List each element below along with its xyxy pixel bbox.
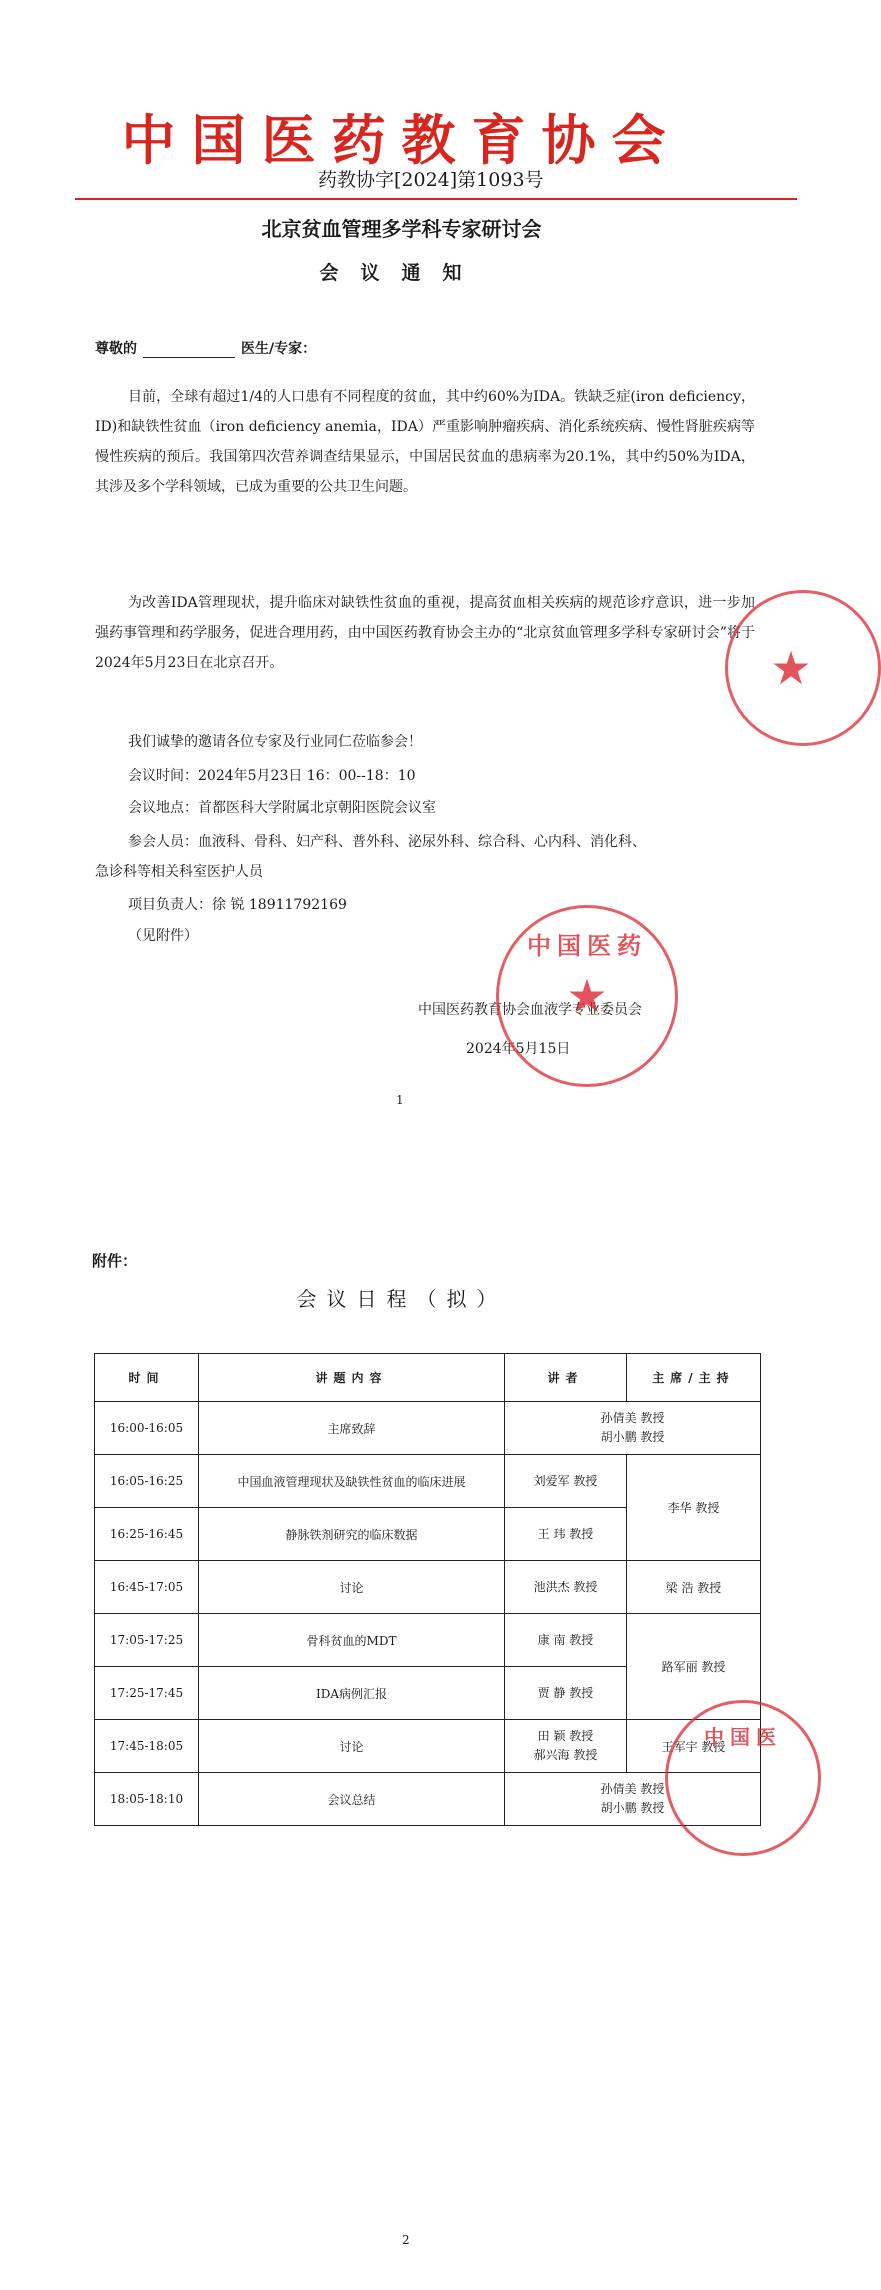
speaker-cell [505,1667,627,1720]
chair-cell: 路军丽 教授 [627,1614,761,1720]
table-row [95,1614,761,1667]
topic-cell: 讨论 [199,1720,505,1773]
chair-cell: 梁 浩 教授 [627,1561,761,1614]
topic-cell: 主席致辞 [199,1402,505,1455]
topic-cell: 讨论 [199,1561,505,1614]
speaker-name: 康 南 教授 [537,1632,594,1647]
seal-star-icon: ★ [566,969,608,1023]
org-title: 中国医药教育协会 [121,108,682,172]
table-row [95,1455,761,1508]
paragraph-purpose: 为改善IDA管理现状，提升临床对缺铁性贫血的重视，提高贫血相关疾病的规范诊疗意识，进一步加强药事管理和药学服务，促进合理用药，由中国医药教育协会主办的“北京贫血管理多学科专家研讨会”将于2024年5月23日在北京召开。 [95,595,755,671]
speaker-name: 胡小鹏 教授 [600,1430,665,1444]
topic-cell: IDA病例汇报 [199,1667,505,1720]
column-header: 时间 [95,1354,199,1402]
time-cell: 17:05-17:25 [95,1614,199,1667]
topic-cell: 中国血液管理现状及缺铁性贫血的临床进展 [199,1455,505,1508]
schedule-table [94,1353,761,1826]
time-cell: 17:25-17:45 [95,1667,199,1720]
table-row [95,1773,761,1826]
attendees-line-1: 参会人员：血液科、骨科、妇产科、普外科、泌尿外科、综合科、心内科、消化科、 [128,834,646,850]
invitation-line: 我们诚挚的邀请各位专家及行业同仁莅临参会！ [128,734,422,750]
speaker-name: 池洪杰 教授 [533,1579,598,1594]
table-row [95,1561,761,1614]
schedule-title: 会议日程（拟） [296,1287,507,1311]
speaker-name: 贾 静 教授 [537,1685,594,1700]
edge-seal-page2 [665,1700,821,1856]
table-row [95,1720,761,1773]
document-number: 药教协字[2024]第1093号 [318,169,544,191]
signature-org: 中国医药教育协会血液学专业委员会 [418,1002,642,1018]
speaker-name: 孙倩美 教授 [600,1782,665,1796]
see-attachment: （见附件） [128,928,198,944]
speaker-cell [505,1561,627,1614]
column-header: 讲题内容 [199,1354,505,1402]
table-row [95,1402,761,1455]
meeting-time: 会议时间：2024年5月23日 16：00--18：10 [128,768,416,784]
speaker-name: 刘爱军 教授 [533,1473,598,1488]
topic-cell: 静脉铁剂研究的临床数据 [199,1508,505,1561]
speaker-cell [505,1614,627,1667]
time-cell: 16:45-17:05 [95,1561,199,1614]
edge-seal [725,590,881,746]
speaker-name: 王 玮 教授 [537,1526,594,1541]
salutation [95,338,316,358]
time-cell: 18:05-18:10 [95,1773,199,1826]
speaker-name: 郝兴海 教授 [533,1748,598,1762]
salutation-prefix: 尊敬的 [95,341,137,357]
column-header: 主席/主持 [627,1354,761,1402]
page-number: 1 [396,1093,404,1107]
speaker-name: 孙倩美 教授 [600,1411,665,1425]
attendees-line-2: 急诊科等相关科室医护人员 [95,864,263,880]
header-divider [75,198,797,200]
signature-date: 2024年5月15日 [466,1041,571,1057]
speaker-name: 胡小鹏 教授 [600,1801,665,1815]
topic-cell: 会议总结 [199,1773,505,1826]
speaker-cell [505,1720,627,1773]
seal-star-icon: ★ [770,641,812,695]
time-cell: 16:00-16:05 [95,1402,199,1455]
table-header-row [95,1354,761,1402]
time-cell: 16:05-16:25 [95,1455,199,1508]
attachment-label: 附件： [92,1252,138,1270]
name-blank [143,345,235,358]
seal-text: 中国医 [704,1725,782,1749]
chair-cell: 李华 教授 [627,1455,761,1561]
speaker-cell [505,1402,761,1455]
time-cell: 16:25-16:45 [95,1508,199,1561]
meeting-title: 北京贫血管理多学科专家研讨会 [261,217,542,241]
page-number-2: 2 [402,2233,410,2247]
speaker-cell [505,1508,627,1561]
time-cell: 17:45-18:05 [95,1720,199,1773]
speaker-cell [505,1455,627,1508]
chair-cell: 王军宇 教授 [627,1720,761,1773]
paragraph-background: 目前，全球有超过1/4的人口患有不同程度的贫血，其中约60%为IDA。铁缺乏症(iron deficiency，ID)和缺铁性贫血（iron deficiency anemia，IDA）严重影响肿瘤疾病、消化系统疾病、慢性肾脏疾病等慢性疾病的预后。我国第四次营养调查结果显示，中国居民贫血的患病率为20.1%，其中约50%为IDA，其涉及多个学科领域，已成为重要的公共卫生问题。 [95,389,755,495]
salutation-suffix: 医生/专家： [241,341,317,357]
topic-cell: 骨科贫血的MDT [199,1614,505,1667]
column-header: 讲者 [505,1354,627,1402]
seal-text: 中国医药 [527,931,647,960]
contact-line: 项目负责人：徐 锐 18911792169 [128,897,347,913]
official-seal [496,905,678,1087]
meeting-location: 会议地点：首都医科大学附属北京朝阳医院会议室 [128,800,436,816]
speaker-name: 田 颖 教授 [537,1729,594,1743]
notice-title: 会议通知 [319,262,484,284]
